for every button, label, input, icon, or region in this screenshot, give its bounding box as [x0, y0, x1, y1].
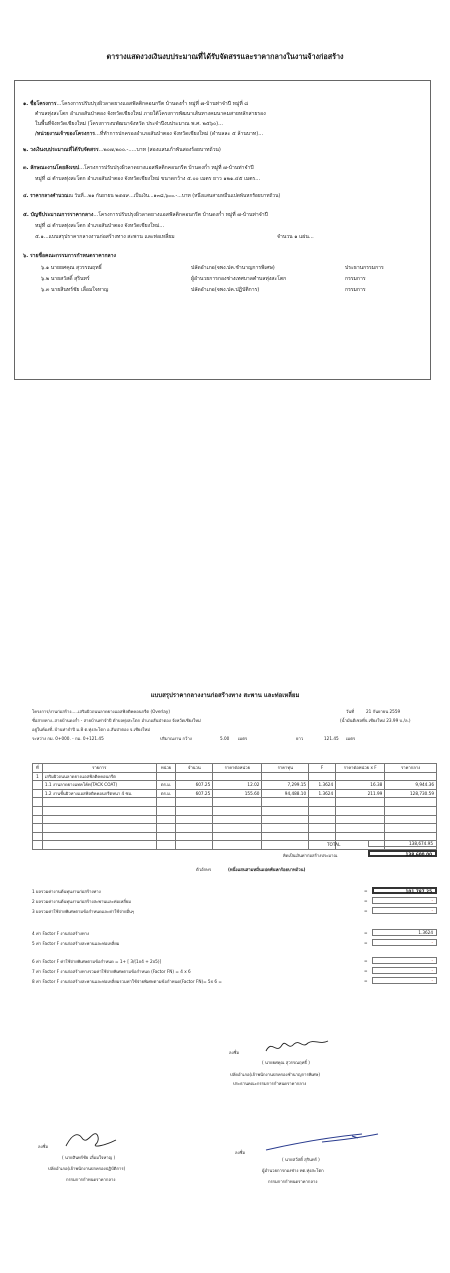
committee-name-1: ๖.๑ นายยศคุณ สุวรรณฤทธิ์ — [41, 265, 102, 271]
approx-label: คิดเป็นเงินค่าก่อสร้างประมาณ — [283, 853, 338, 858]
table-header — [33, 764, 437, 773]
equals-sign: = — [364, 888, 368, 893]
budget-row — [23, 147, 221, 153]
cell-price — [213, 841, 262, 850]
summary-fuel: (น้ำมันดีเซลที่จ.เชียงใหม่ 23.99 บ./ล.) — [340, 718, 411, 723]
table-row — [33, 824, 437, 833]
cell-unit: ตร.ม. — [156, 789, 176, 798]
summary-location: อยู่ในท้องที่..บ้านท่าจำปี ม.8 ต.ทุ่งสะโตก อ.สันป่าตอง จ.เชียงใหม่ — [32, 727, 150, 732]
cell-unitf — [336, 815, 385, 824]
col-f: F — [309, 764, 336, 773]
cell-qty: 607.25 — [176, 789, 213, 798]
factor-line-value: 101,787.25 — [372, 887, 437, 894]
summary-route: ชื่อสายทาง..สายบ้านดงก๋ำ - สายบ้านท่าจำปี ตำบลทุ่งสะโตก อำเภอสันป่าตอง จังหวัดเชียงใหม่ — [32, 718, 201, 723]
cell-cost — [262, 824, 309, 833]
cell-unit — [156, 798, 176, 807]
col-total: ราคากลาง — [385, 764, 437, 773]
right-pos2: กรรมการกำหนดราคากลาง — [268, 1179, 318, 1184]
desc-row — [23, 165, 254, 171]
factor-line-text: 3 ผลรวมค่าใช้จ่ายพิเศษตามข้อกำหนดและค่าใช้จ่ายอื่นๆ — [32, 909, 135, 914]
owner-row — [35, 131, 263, 137]
summary-qty-label: ปริมาณงาน กว้าง — [160, 736, 192, 741]
cell-qty — [176, 806, 213, 815]
factor-line-text: 4 ค่า Factor F งานก่อสร้างทาง — [32, 931, 90, 936]
calc-text: ณ วันที่...๒๑ กันยายน ๒๕๕๙...เป็นเงิน...๑๓๘,๖๐๐.-...บาท (หนึ่งแสนสามหมื่นแปดพันหกร้อยบาทถ้วน) — [68, 194, 281, 199]
cell-qty — [176, 841, 213, 850]
cell-no — [33, 798, 43, 807]
calc-label: ๔. ราคากลางคำนวณ — [23, 194, 69, 199]
chair-name: ( นายยศคุณ สุวรรณฤทธิ์ ) — [262, 1060, 310, 1065]
cell-cost — [262, 798, 309, 807]
boq-line2: หมู่ที่ ๘ ตำบลทุ่งสะโตก อำเภอสันป่าตอง จังหวัดเชียงใหม่... — [35, 223, 165, 229]
summary-distance: ระหว่าง กม. 0+000. - กม. 0+121.45 — [32, 736, 104, 741]
committee-position-2: ผู้อำนวยการกองช่างเทศบาลตำบลทุ่งสะโตก — [191, 276, 287, 282]
cell-price — [213, 832, 262, 841]
budget-label: ๒. วงเงินงบประมาณที่ได้รับจัดสรร — [23, 147, 99, 153]
project-line2: ตำบลทุ่งสะโตก อำเภอสันป่าตอง จังหวัดเชียงใหม่ ภายใต้โครงการพัฒนาเส้นทางคมนาคมสายหลักสายรอง — [35, 111, 266, 117]
left-pos1: ปลัดอำเภอ(เจ้าพนักงานปกครองปฏิบัติการ) — [48, 1166, 126, 1171]
cell-unit — [156, 815, 176, 824]
cell-price: 12.02 — [213, 781, 262, 790]
cell-f — [309, 815, 336, 824]
cell-item — [42, 832, 156, 841]
right-signature — [262, 1130, 382, 1154]
cell-no — [33, 824, 43, 833]
table-row — [33, 772, 437, 781]
chair-pos1: ปลัดอำเภอ(เจ้าพนักงานปกครองชำนาญการพิเศษ) — [230, 1072, 320, 1077]
chair-pos2: ประธานคณะกรรมการกำหนดราคากลาง — [233, 1081, 307, 1086]
col-no: ที่ — [33, 764, 43, 773]
summary-len-label: ยาว — [296, 736, 304, 741]
cell-f — [309, 798, 336, 807]
cell-no — [33, 815, 43, 824]
summary-project: โครงการ/งานก่อสร้าง.....เสริมผิวถนนลาดยางแอสฟัลติคคอนกรีต (Overlay) — [32, 709, 170, 714]
cell-cost — [262, 832, 309, 841]
table-row — [33, 781, 437, 790]
summary-unit-m2: เมตร — [346, 736, 356, 741]
cell-cost: 94,488.10 — [262, 789, 309, 798]
cell-unitf — [336, 824, 385, 833]
summary-date-label: วันที่ — [346, 709, 354, 714]
cell-unitf — [336, 772, 385, 781]
summary-unit-m: เมตร — [238, 736, 248, 741]
equals-sign: = — [364, 940, 368, 945]
col-unitf: ราคาต่อหน่วย x F — [336, 764, 385, 773]
cell-no — [33, 832, 43, 841]
chair-signature — [262, 1035, 332, 1057]
factor-line-text: 6 ค่า Factor F ค่าใช้จ่ายพิเศษตามข้อกำหนด = 1+ [ 3/(1x4 + 2x5)] — [32, 959, 162, 964]
desc-label: ๓. ลักษณะงานโดยสังเขป — [23, 165, 80, 171]
table-row — [33, 815, 437, 824]
cell-price — [213, 815, 262, 824]
summary-box — [14, 80, 431, 380]
cell-price: 155.60 — [213, 789, 262, 798]
right-pos1: ผู้อำนวยการกองช่าง ทต.ทุ่งสะโตก — [262, 1168, 324, 1173]
cell-price — [213, 824, 262, 833]
cell-item: 1.2 งานชั้นผิวทางแอสฟัลติคคอนกรีตหนา 4 ซม. — [42, 789, 156, 798]
cell-cost: 7,299.15 — [262, 781, 309, 790]
owner-label: /หน่วยงานเจ้าของโครงการ — [35, 131, 96, 137]
cell-no — [33, 806, 43, 815]
cell-total — [385, 798, 437, 807]
cell-qty — [176, 815, 213, 824]
cell-cost — [262, 772, 309, 781]
cell-item — [42, 806, 156, 815]
total-label: TOTAL — [327, 842, 341, 847]
factor-line-value: 1.3624 — [372, 929, 437, 936]
project-line1: ...โครงการปรับปรุงผิวลาดยางแอสฟัลติกคอนกรีต บ้านดงก๋ำ หมู่ที่ ๗-บ้านท่าจำปี หมู่ที่ ๘ — [56, 101, 249, 107]
chair-sign-label: ลงชื่อ — [229, 1050, 239, 1055]
cell-unit — [156, 824, 176, 833]
equals-sign: = — [364, 968, 368, 973]
total-value: 138,674.95 — [368, 840, 437, 847]
table-row — [33, 798, 437, 807]
committee-label: ๖. รายชื่อคณะกรรมการกำหนดราคากลาง — [23, 253, 117, 259]
cell-cost — [262, 815, 309, 824]
table-row — [33, 789, 437, 798]
left-sign-label: ลงชื่อ — [38, 1144, 48, 1149]
right-sign-label: ลงชื่อ — [235, 1150, 245, 1155]
cell-no — [33, 781, 43, 790]
cell-f: 1.3624 — [309, 789, 336, 798]
committee-role-3: กรรมการ — [345, 287, 366, 293]
cell-f — [309, 806, 336, 815]
cell-unit — [156, 841, 176, 850]
cell-qty: 607.25 — [176, 781, 213, 790]
cell-total: 128,730.59 — [385, 789, 437, 798]
cell-item — [42, 841, 156, 850]
cell-price — [213, 798, 262, 807]
col-qty: จำนวน — [176, 764, 213, 773]
equals-sign: = — [364, 908, 368, 913]
cell-f — [309, 824, 336, 833]
cell-unitf: 16.38 — [336, 781, 385, 790]
factor-line-value: - — [372, 907, 437, 914]
cell-cost — [262, 806, 309, 815]
cell-qty — [176, 772, 213, 781]
factor-line-value: - — [372, 939, 437, 946]
summary-length: 121.45 — [324, 736, 339, 741]
cell-qty — [176, 824, 213, 833]
cell-total — [385, 815, 437, 824]
left-pos2: กรรมการกำหนดราคากลาง — [66, 1177, 116, 1182]
desc-line2: หมู่ที่ ๘ ตำบลทุ่งสะโตก อำเภอสันป่าตอง จังหวัดเชียงใหม่ ขนาดกว้าง ๕.๐๐ เมตร ยาว ๑๒๑.๔๕ เมตร... — [35, 176, 261, 182]
factor-line-value: - — [372, 967, 437, 974]
cell-no: 1 — [33, 772, 43, 781]
cell-f: 1.3624 — [309, 781, 336, 790]
summary-title: แบบสรุปราคากลางงานก่อสร้างทาง สะพาน และท่อเหลี่ยม — [150, 692, 300, 699]
cell-unitf — [336, 798, 385, 807]
cell-f — [309, 832, 336, 841]
approx-value: 138,600.00 — [368, 850, 437, 857]
committee-name-2: ๖.๒ นายสวัสดิ์ สุรินทร์ — [41, 276, 90, 282]
cell-item — [42, 798, 156, 807]
budget-text: ...๒๐๗,๒๐๐.-.....บาท (สองแสนเก้าพันสองร้อยบาทถ้วน) — [98, 147, 221, 153]
project-row — [23, 101, 248, 107]
left-name: ( นายสินทร์ชัย เลื่อมใจหาญ ) — [62, 1155, 116, 1160]
cell-unit — [156, 806, 176, 815]
cell-total — [385, 806, 437, 815]
equals-sign: = — [364, 958, 368, 963]
calc-row — [23, 194, 280, 200]
cell-total — [385, 772, 437, 781]
cell-item: 1.1 งานลาดยางแทคโค้ท(TACK COAT) — [42, 781, 156, 790]
factor-line-text: 1 ผลรวมค่างานต้นทุนงานก่อสร้างทาง — [32, 889, 101, 894]
col-price: ราคาต่อหน่วย — [213, 764, 262, 773]
boq-qty: จำนวน ๑ แผ่น... — [277, 234, 314, 240]
boq-line3: ๕.๑...แบบสรุปราคากลางงานก่อสร้างทาง สะพาน และท่อเหลี่ยม — [35, 234, 175, 240]
summary-width: 5.00 — [220, 736, 230, 741]
committee-name-3: ๖.๓ นายสินทร์ชัย เลื่อมใจหาญ — [41, 287, 109, 293]
table-row — [33, 806, 437, 815]
right-name: ( นายสวัสดิ์ สุรินทร์ ) — [282, 1157, 320, 1162]
col-item: รายการ — [42, 764, 156, 773]
cell-price — [213, 772, 262, 781]
boq-label: ๕. บัญชีประมาณการราคากลาง — [23, 212, 94, 218]
project-label: ๑. ชื่อโครงการ — [23, 101, 57, 107]
factor-line-value: - — [372, 977, 437, 984]
cell-total: 9,944.36 — [385, 781, 437, 790]
boq-row — [23, 212, 268, 218]
col-cost: ราคาทุน — [262, 764, 309, 773]
boq-line1: ...โครงการปรับปรุงผิวลาดยางแอสฟัลติกคอนกรีต บ้านดงก๋ำ หมู่ที่ ๗-บ้านท่าจำปี — [93, 212, 268, 218]
cell-unitf — [336, 806, 385, 815]
col-unit: หน่วย — [156, 764, 176, 773]
cell-item: เสริมผิวถนนลาดยางแอสฟัลติคคอนกรีต — [42, 772, 156, 781]
desc-line1: ...โครงการปรับปรุงผิวลาดยางแอสฟัลติกคอนกรีต บ้านดงก๋ำ หมู่ที่ ๗-บ้านท่าจำปี — [79, 165, 254, 171]
cell-unit — [156, 832, 176, 841]
committee-role-2: กรรมการ — [345, 276, 366, 282]
price-table — [32, 763, 437, 850]
cell-unitf: 211.99 — [336, 789, 385, 798]
summary-date: 21 กันยายน 2559 — [366, 709, 401, 714]
equals-sign: = — [364, 978, 368, 983]
committee-position-1: ปลัดอำเภอ(จพง.ปค.ชำนาญการพิเศษ) — [191, 265, 275, 271]
cell-unit: ตร.ม. — [156, 781, 176, 790]
project-line3: ในพื้นที่จังหวัดเชียงใหม่ (โครงการงบพัฒนาจังหวัด ประจำปีงบประมาณ พ.ศ. ๒๕๖๐)... — [35, 121, 223, 127]
cell-qty — [176, 798, 213, 807]
cell-total — [385, 824, 437, 833]
cell-no — [33, 841, 43, 850]
committee-position-3: ปลัดอำเภอ(จพง.ปค.ปฏิบัติการ) — [191, 287, 260, 293]
factor-line-value: - — [372, 897, 437, 904]
factor-line-text: 8 ค่า Factor F งานก่อสร้างสะพานและท่อเหลี่ยมรวมค่าใช้จ่ายพิเศษตามข้อกำหนด(Factor FN)= 5x 6 = — [32, 979, 222, 984]
words-label: ตัวอักษร — [196, 867, 212, 872]
equals-sign: = — [364, 930, 368, 935]
equals-sign: = — [364, 898, 368, 903]
left-signature — [60, 1128, 120, 1152]
factor-line-text: 2 ผลรวมค่างานต้นทุนงานก่อสร้างสะพานและท่อเหลี่ยม — [32, 899, 132, 904]
factor-line-value: - — [372, 957, 437, 964]
committee-role-1: ประธานกรรมการ — [345, 265, 384, 271]
factor-line-text: 7 ค่า Factor F งานก่อสร้างทางรวมค่าใช้จ่ายพิเศษตามข้อกำหนด (Factor FN) = 4 x 6 — [32, 969, 191, 974]
document-title: ตารางแสดงวงเงินงบประมาณที่ได้รับจัดสรรและราคากลางในงานจ้างก่อสร้าง — [106, 52, 344, 61]
cell-item — [42, 815, 156, 824]
words-value: (หนึ่งแสนสามหมื่นแปดพันหกร้อยบาทถ้วน) — [228, 867, 306, 872]
factor-line-text: 5 ค่า Factor F งานก่อสร้างสะพานและท่อเหลี่ยม — [32, 941, 120, 946]
cell-cost — [262, 841, 309, 850]
cell-f — [309, 772, 336, 781]
cell-unit — [156, 772, 176, 781]
cell-price — [213, 806, 262, 815]
cell-qty — [176, 832, 213, 841]
cell-no — [33, 789, 43, 798]
owner-text: ...ที่ทำการปกครองอำเภอสันป่าตอง จังหวัดเชียงใหม่ (ดำบลละ ๕ ล้านบาท)... — [95, 131, 264, 137]
cell-item — [42, 824, 156, 833]
